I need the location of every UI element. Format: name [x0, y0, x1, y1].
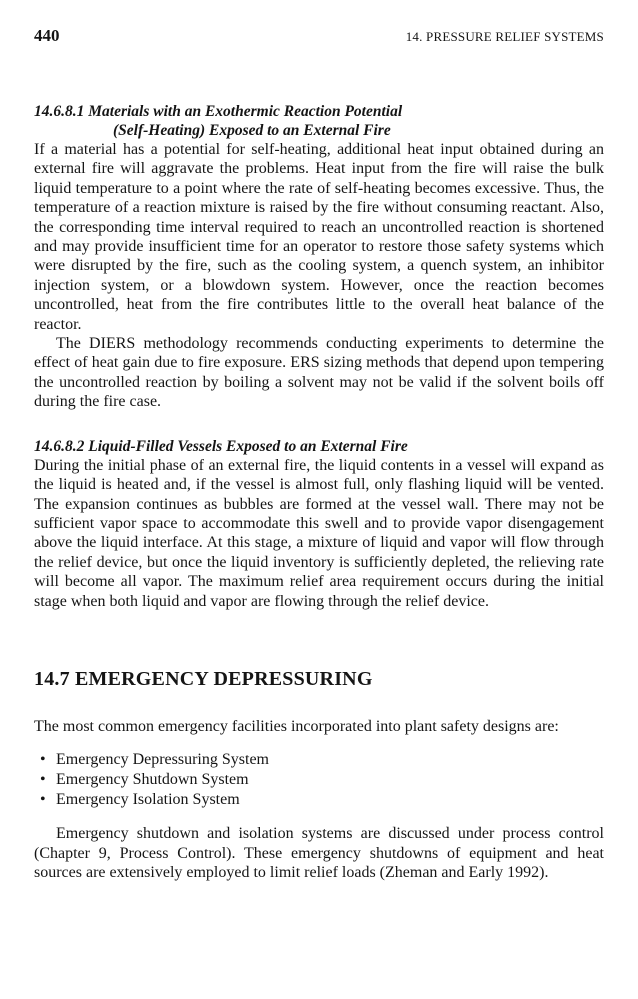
- list-item: [34, 790, 604, 810]
- bullet-icon: •: [40, 751, 46, 769]
- paragraph-closing: Emergency shutdown and isolation systems are discussed under process control (Chapter 9, Process Control). These emergency shutdowns of equipment and heat sources are extensively employed to limit relief loads (Zheman and Early 1992).: [34, 825, 604, 882]
- list-item: [34, 770, 604, 790]
- bullet-icon: •: [40, 791, 46, 809]
- subsection-title-14-6-8-2: 14.6.8.2 Liquid-Filled Vessels Exposed to an External Fire: [34, 437, 408, 455]
- subsection-title-line1: 14.6.8.1 Materials with an Exothermic Reaction Potential: [34, 103, 403, 120]
- paragraph-self-heating: If a material has a potential for self-heating, additional heat input obtained during an external fire will aggravate the problems. Heat input from the fire will raise the bulk liquid temperature to a point where the rate of self-heating becomes excessive. Thus, the temperature of a reaction mixture is raised by the fire without consuming reactant. Also, the corresponding time interval required to reach an uncontrolled reaction is shortened and may provide insufficient time for an operator to restore those safety systems which were disrupted by the fire, such as the cooling system, a quench system, an inhibitor injection system, or a blowdown system. However, once the reaction becomes uncontrolled, heat from the fire contributes little to the overall heat balance of the reactor.: [34, 141, 604, 333]
- paragraph-intro: The most common emergency facilities incorporated into plant safety designs are:: [34, 717, 559, 735]
- list-item-text: Emergency Depressuring System: [56, 751, 269, 769]
- list-item: [34, 750, 604, 770]
- subsection-title-line2: (Self-Heating) Exposed to an External Fire: [113, 122, 391, 139]
- list-item-text: Emergency Isolation System: [56, 791, 240, 809]
- emergency-systems-list: [34, 750, 604, 810]
- paragraph-liquid-filled: During the initial phase of an external fire, the liquid contents in a vessel will expand as the liquid is heated and, if the vessel is almost full, only flashing liquid will be vented. The expansion continues as bubbles are formed at the vessel wall. There may not be sufficient vapor space to accommodate this swell and to provide vapor disengagement above the liquid interface. At this stage, a mixture of liquid and vapor will flow through the relief device, but once the liquid inventory is sufficiently depleted, the relieving rate will become all vapor. The maximum relief area requirement occurs during the initial stage when both liquid and vapor are flowing through the relief device.: [34, 456, 604, 610]
- section-heading-14-7: 14.7 EMERGENCY DEPRESSURING: [34, 667, 373, 690]
- subsection-title-14-6-8-1: [34, 102, 604, 140]
- running-head: [34, 26, 604, 48]
- list-item-text: Emergency Shutdown System: [56, 771, 249, 789]
- chapter-title: 14. PRESSURE RELIEF SYSTEMS: [405, 29, 604, 44]
- page: [34, 26, 604, 883]
- page-number: 440: [34, 26, 60, 45]
- bullet-icon: •: [40, 771, 46, 789]
- paragraph-diers: The DIERS methodology recommends conducting experiments to determine the effect of heat gain due to fire exposure. ERS sizing methods that depend upon tempering the uncontrolled reaction by boiling a solvent may not be valid if the solvent boils off during the fire case.: [34, 335, 604, 411]
